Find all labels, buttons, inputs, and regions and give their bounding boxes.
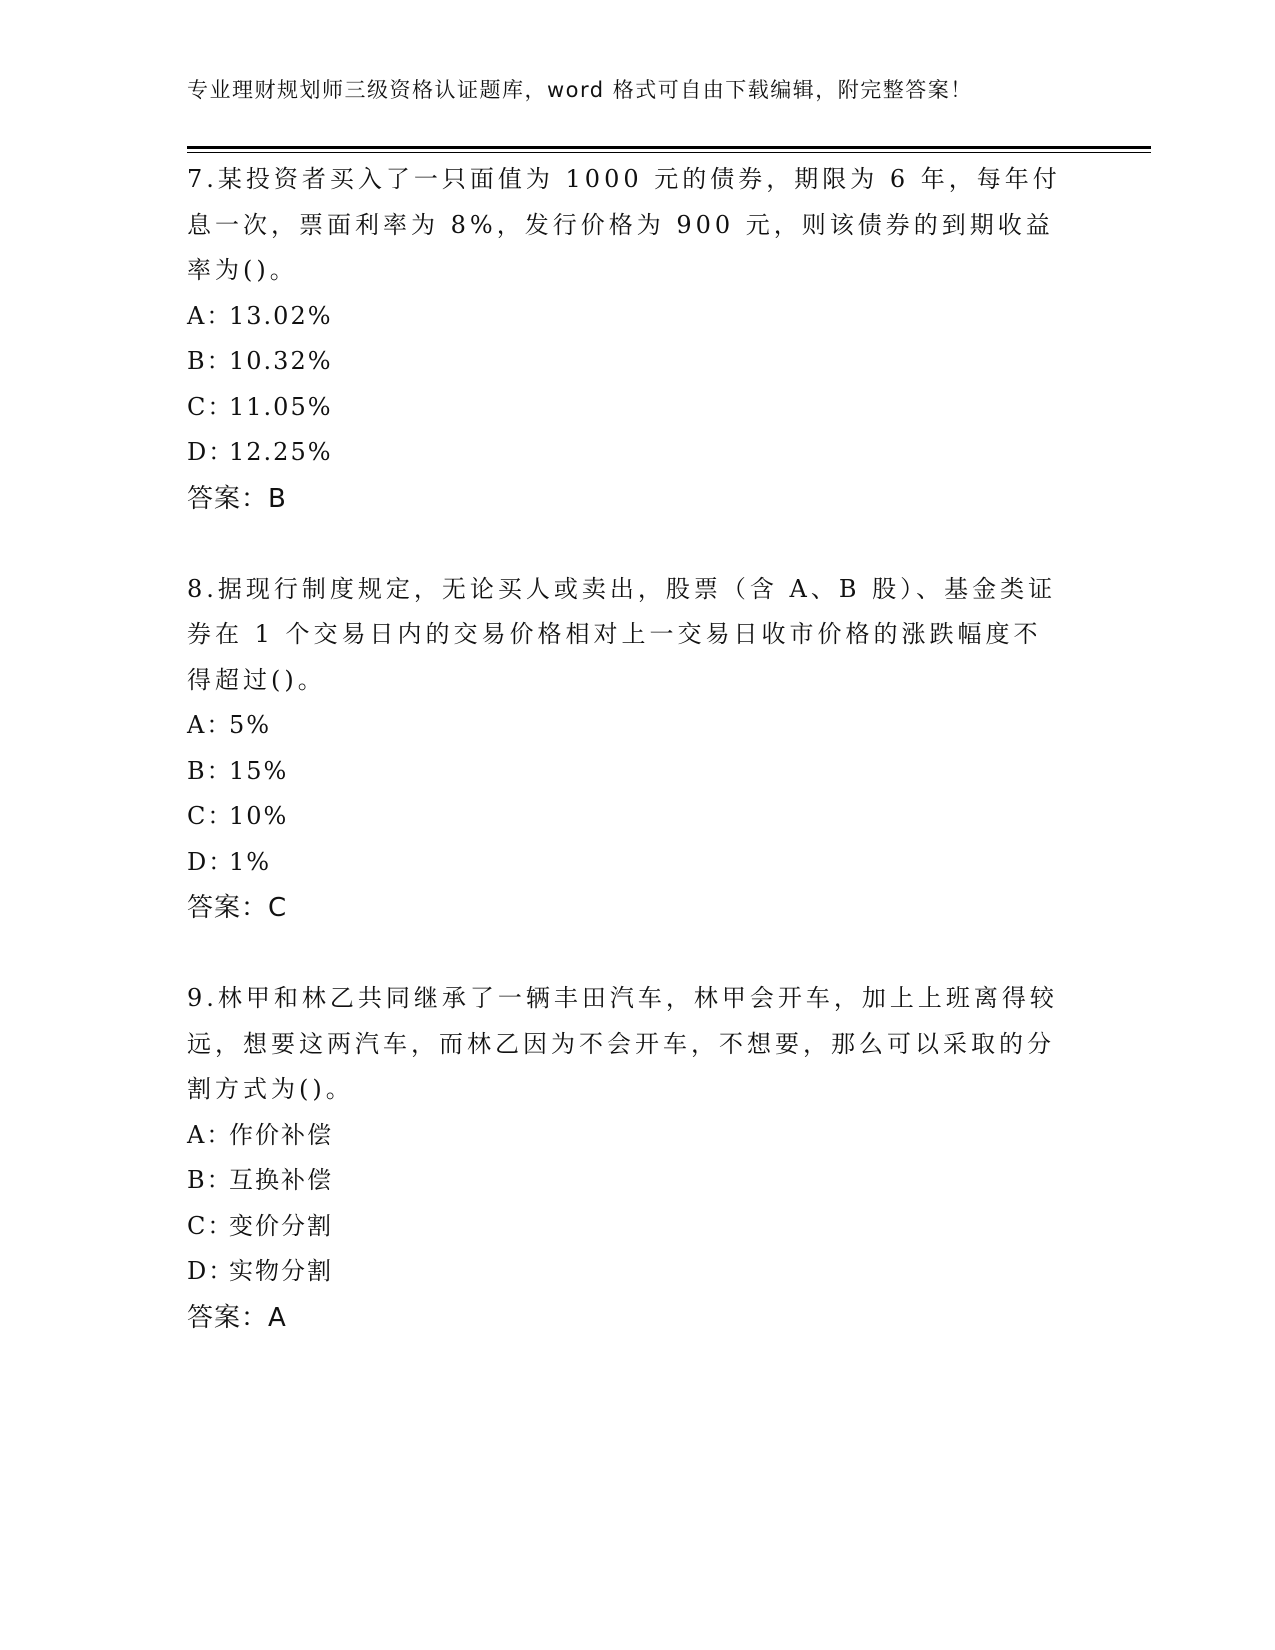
option-a: [187, 294, 1087, 340]
option-text: 5%: [229, 711, 272, 739]
option-b: [187, 1158, 1087, 1204]
option-letter: C：: [187, 392, 234, 421]
option-letter: D：: [187, 438, 235, 466]
option-letter: C：: [187, 802, 234, 830]
answer-line: 答案：A: [187, 1302, 287, 1333]
question-stem: 8.据现行制度规定，无论买人或卖出，股票（含 A、B 股）、基金类证券在 1 个交易日内的交易价格相对上一交易日收市价格的涨跌幅度不得超过()。: [187, 574, 1057, 694]
option-a: [187, 1113, 1087, 1159]
option-c: [187, 385, 1087, 431]
option-text: 11.05%: [229, 392, 333, 421]
option-text: 10.32%: [229, 347, 333, 375]
option-text: 10%: [229, 802, 289, 830]
option-c: [187, 794, 1087, 840]
option-b: [187, 339, 1087, 385]
header-rule-thin: [187, 152, 1151, 153]
question-stem: 7.某投资者买入了一只面值为 1000 元的债券，期限为 6 年，每年付息一次，票面利率为 8%，发行价格为 900 元，则该债券的到期收益率为()。: [187, 165, 1061, 284]
option-letter: B：: [187, 756, 233, 785]
option-letter: C：: [187, 1211, 234, 1240]
option-text: 15%: [229, 756, 289, 785]
option-letter: A：: [187, 711, 233, 739]
option-text: 互换补偿: [229, 1166, 333, 1194]
question-list: [187, 157, 1087, 1386]
option-d: [187, 1249, 1087, 1295]
option-text: 12.25%: [229, 438, 333, 466]
option-a: [187, 703, 1087, 749]
option-letter: B：: [187, 1166, 233, 1194]
option-text: 实物分割: [229, 1257, 333, 1285]
option-b: [187, 749, 1087, 795]
question-8: [187, 567, 1087, 933]
option-text: 变价分割: [229, 1211, 333, 1240]
header-rule-thick: [187, 146, 1151, 149]
option-letter: D：: [187, 1257, 235, 1285]
answer-line: 答案：B: [187, 483, 287, 514]
page-header: 专业理财规划师三级资格认证题库，word 格式可自由下载编辑，附完整答案！: [187, 78, 973, 102]
option-c: [187, 1204, 1087, 1250]
option-text: 1%: [229, 847, 272, 876]
question-9: [187, 976, 1087, 1342]
option-letter: D：: [187, 847, 235, 876]
question-stem: 9.林甲和林乙共同继承了一辆丰田汽车，林甲会开车，加上上班离得较远，想要这两汽车，而林乙因为不会开车，不想要，那么可以采取的分割方式为()。: [187, 984, 1058, 1103]
option-letter: B：: [187, 347, 233, 375]
option-d: [187, 840, 1087, 886]
option-text: 作价补偿: [229, 1120, 333, 1149]
option-text: 13.02%: [229, 301, 333, 330]
answer-line: 答案：C: [187, 893, 288, 923]
option-letter: A：: [187, 301, 233, 330]
option-letter: A：: [187, 1120, 233, 1149]
option-d: [187, 430, 1087, 476]
question-7: [187, 157, 1087, 523]
